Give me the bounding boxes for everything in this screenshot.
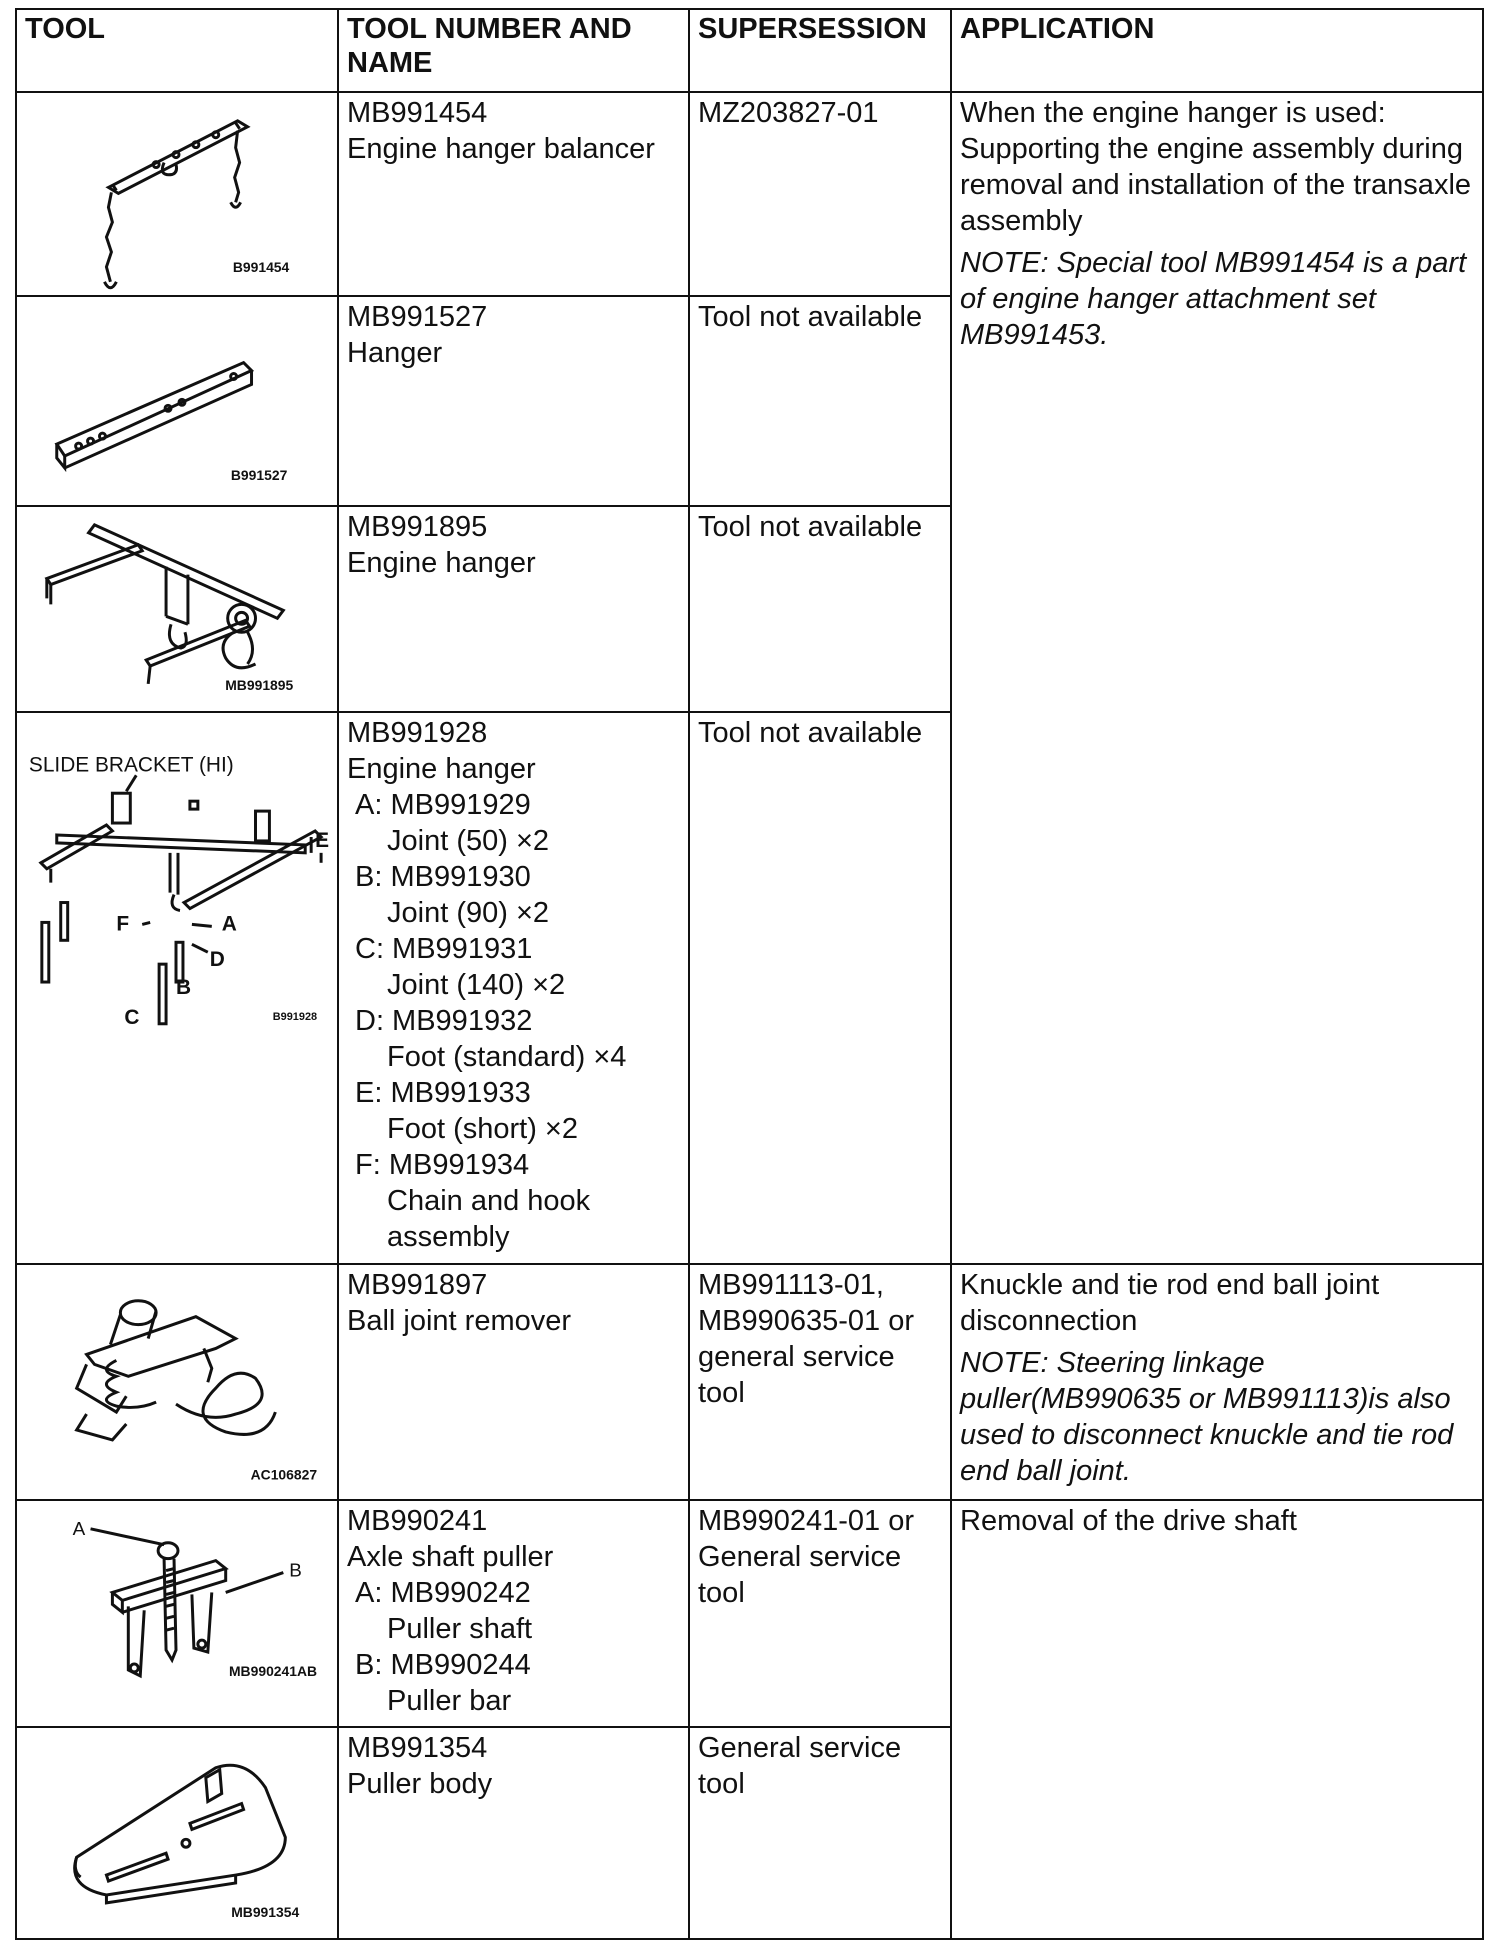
image-label: AC106827	[250, 1466, 318, 1483]
callout-a: A	[72, 1518, 86, 1540]
supersession-cell: Tool not available	[689, 712, 951, 1264]
tool-image-cell	[16, 1727, 338, 1939]
part-desc: Puller shaft	[387, 1612, 533, 1645]
number-name-cell	[338, 92, 689, 296]
part-code: A: MB990242	[355, 1576, 531, 1609]
supersession-cell: Tool not available	[689, 296, 951, 507]
puller-body-illustration	[17, 1728, 337, 1938]
callout-c: C	[124, 1005, 140, 1029]
tool-image-cell	[16, 1264, 338, 1500]
tool-image-cell	[16, 296, 338, 507]
number-name-cell	[338, 1500, 689, 1728]
callout-f: F	[116, 912, 130, 936]
part-code: F: MB991934	[355, 1149, 530, 1182]
ball-joint-remover-illustration	[17, 1265, 337, 1499]
application-note: NOTE: Steering linkage puller(MB990635 or MB991113)is also used to disconnect knuckle and tie rod end ball joint.	[960, 1347, 1454, 1488]
tool-image-cell	[16, 1500, 338, 1728]
application-text: Knuckle and tie rod end ball joint disconnection	[960, 1269, 1380, 1338]
part-desc: Puller bar	[387, 1684, 512, 1717]
tool-number: MB991454	[347, 97, 488, 129]
engine-hanger-balancer-illustration	[17, 93, 337, 295]
part-code: B: MB990244	[355, 1648, 531, 1681]
application-note: NOTE: Special tool MB991454 is a part of engine hanger attachment set MB991453.	[960, 247, 1467, 351]
number-name-cell	[338, 1264, 689, 1500]
tool-name: Engine hanger balancer	[347, 133, 655, 165]
tool-image-cell	[16, 92, 338, 296]
application-cell	[951, 1264, 1483, 1500]
header-tool: TOOL	[16, 9, 338, 92]
table-row	[16, 92, 1483, 296]
engine-hanger-kit-illustration	[17, 713, 337, 1263]
tool-number: MB990241	[347, 1504, 488, 1537]
axle-shaft-puller-illustration	[17, 1501, 337, 1727]
tool-number: MB991897	[347, 1269, 488, 1302]
number-name-cell	[338, 506, 689, 712]
tool-number: MB991895	[347, 511, 488, 544]
callout-e: E	[315, 829, 330, 853]
supersession-cell: General service tool	[689, 1727, 951, 1939]
application-text: When the engine hanger is used: Supporting the engine assembly during removal and installation of the transaxle assembly	[960, 97, 1472, 237]
tool-name: Engine hanger	[347, 547, 536, 580]
special-tools-table-page	[15, 8, 1482, 1934]
part-desc: Joint (140) ×2	[387, 969, 566, 1002]
header-application: APPLICATION	[951, 9, 1483, 92]
image-label: MB990241AB	[228, 1662, 318, 1679]
supersession-cell: MB991113-01, MB990635-01 or general service tool	[689, 1264, 951, 1500]
tool-name: Hanger	[347, 336, 443, 369]
tool-name: Axle shaft puller	[347, 1540, 554, 1573]
header-supersession: SUPERSESSION	[689, 9, 951, 92]
part-desc: Foot (short) ×2	[387, 1113, 578, 1146]
image-label: B991454	[232, 258, 290, 275]
tool-name: Ball joint remover	[347, 1305, 572, 1338]
callout-a: A	[221, 912, 237, 936]
image-label: B991928	[272, 1010, 318, 1023]
application-cell	[951, 92, 1483, 1264]
part-desc: Foot (standard) ×4	[387, 1041, 627, 1074]
application-text: Removal of the drive shaft	[960, 1504, 1297, 1537]
application-cell	[951, 1500, 1483, 1939]
supersession-cell: MZ203827-01	[689, 92, 951, 296]
special-tools-table	[15, 8, 1484, 1940]
tool-number: MB991928	[347, 717, 488, 750]
number-name-cell	[338, 712, 689, 1264]
callout-d: D	[209, 948, 225, 972]
image-label: MB991354	[231, 1904, 300, 1921]
hanger-illustration	[17, 297, 337, 506]
tool-number: MB991354	[347, 1732, 488, 1765]
tool-name: Puller body	[347, 1768, 493, 1801]
tool-image-cell	[16, 506, 338, 712]
part-desc: Chain and hook assembly	[387, 1185, 591, 1254]
number-name-cell	[338, 1727, 689, 1939]
image-label: B991527	[230, 466, 288, 483]
tool-number: MB991527	[347, 300, 488, 333]
callout-b: B	[289, 1560, 302, 1582]
part-desc: Joint (50) ×2	[387, 825, 550, 858]
header-number-name: TOOL NUMBER AND NAME	[338, 9, 689, 92]
part-code: D: MB991932	[355, 1005, 533, 1038]
tool-name: Engine hanger	[347, 753, 536, 786]
part-code: A: MB991929	[355, 789, 531, 822]
supersession-cell: Tool not available	[689, 506, 951, 712]
header-row	[16, 9, 1483, 92]
supersession-cell: MB990241-01 or General service tool	[689, 1500, 951, 1728]
image-label: MB991895	[225, 677, 294, 694]
callout-slide-bracket: SLIDE BRACKET (HI)	[28, 753, 234, 777]
part-code: C: MB991931	[355, 933, 533, 966]
callout-b: B	[176, 976, 192, 1000]
part-code: B: MB991930	[355, 861, 531, 894]
engine-hanger-illustration	[17, 507, 337, 711]
number-name-cell	[338, 296, 689, 507]
table-row	[16, 1500, 1483, 1728]
part-code: E: MB991933	[355, 1077, 531, 1110]
part-desc: Joint (90) ×2	[387, 897, 550, 930]
tool-image-cell	[16, 712, 338, 1264]
table-row	[16, 1264, 1483, 1500]
